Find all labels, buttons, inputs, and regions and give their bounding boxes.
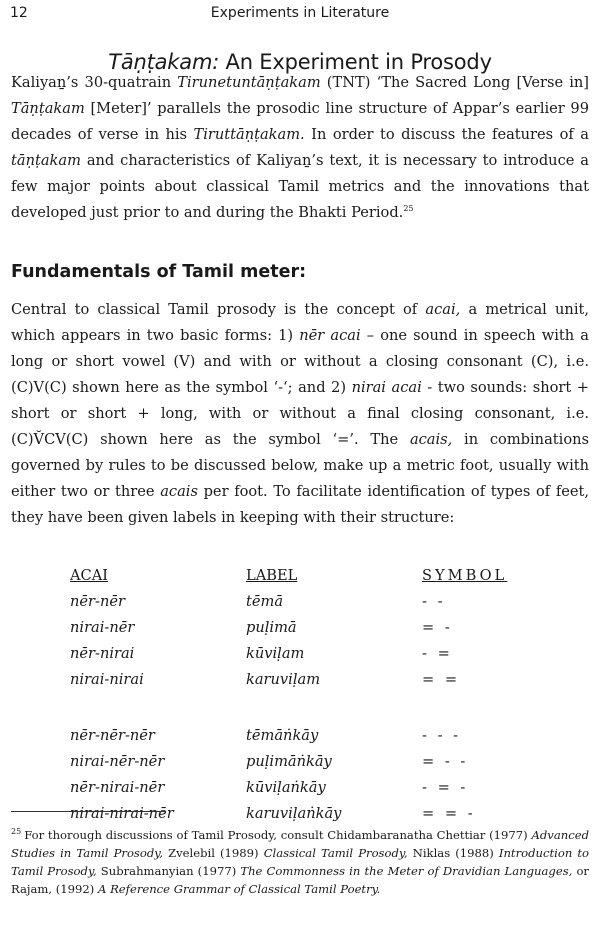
subheading: Fundamentals of Tamil meter:	[11, 262, 307, 282]
acai-cell: nirai-nirai	[70, 670, 144, 688]
acai-cell: nirai-nēr	[70, 618, 135, 636]
intro-paragraph	[11, 70, 589, 226]
section-title-italic: Tāṇṭakam:	[108, 50, 220, 75]
column-header-acai: ACAI	[70, 566, 109, 584]
spacer-cell	[70, 692, 507, 722]
text-run: – one sound in speech with a long or short vowel (V) and with or without a closing consonant (C), i.e. (C)V(C) shown here as the symbol ‘-‘; and 2)	[11, 327, 589, 396]
text-run: (TNT) ‘The Sacred Long [Verse in]	[320, 74, 589, 91]
label-cell: tēmā	[246, 592, 284, 610]
running-title: Experiments in Literature	[210, 5, 390, 21]
acai-cell: nēr-nirai	[70, 644, 135, 662]
table-row	[70, 774, 507, 800]
symbol-cell: - = -	[422, 778, 469, 796]
italic-run: A Reference Grammar of Classical Tamil Poetry.	[98, 882, 381, 896]
column-header-label: LABEL	[246, 566, 298, 584]
running-header	[10, 5, 590, 25]
italic-run: Classical Tamil Prosody,	[263, 846, 408, 860]
italic-run: tāṇṭakam	[11, 152, 81, 169]
text-run: - two sounds: short + short or short + long, with or without a final closing consonant, i.e. (C)V̆CV(C) shown here as the symbol ‘=’. The	[11, 379, 589, 448]
italic-run: nēr acai	[299, 327, 361, 344]
italic-run: Tirunetuntāṇṭakam	[177, 74, 321, 91]
italic-run: acais	[160, 483, 198, 500]
italic-run: acai,	[425, 301, 461, 318]
acai-cell: nēr-nēr-nēr	[70, 726, 155, 744]
italic-run: Tiruttāṇṭakam.	[193, 126, 305, 143]
symbol-cell: - - -	[422, 726, 462, 744]
text-run: a metrical unit, which appears in two basic forms: 1)	[11, 301, 589, 344]
italic-run: Introduction to Tamil Prosody,	[11, 846, 590, 878]
text-run: or Rajam, (1992)	[11, 864, 589, 896]
footnote-number: 25	[11, 827, 22, 836]
italic-run: nirai acai	[351, 379, 422, 396]
table-header-row	[70, 562, 507, 588]
symbol-cell: - =	[422, 644, 453, 662]
footnote	[11, 823, 589, 898]
text-run: Subrahmanyian (1977)	[96, 864, 241, 878]
symbol-cell: = =	[422, 670, 461, 688]
acai-cell: nēr-nēr	[70, 592, 125, 610]
acai-cell: nēr-nirai-nēr	[70, 778, 165, 796]
symbol-cell: = -	[422, 618, 453, 636]
acai-paragraph	[11, 297, 589, 531]
label-cell: karuviḷaṅkāy	[246, 804, 342, 822]
table-spacer-row	[70, 692, 507, 722]
italic-run: acais,	[409, 431, 453, 448]
table-row	[70, 666, 507, 692]
text-run: Niklas (1988)	[407, 846, 499, 860]
italic-run: Tāṇṭakam	[11, 100, 85, 117]
page-number: 12	[10, 5, 28, 21]
acai-cell: nirai-nirai-nēr	[70, 804, 174, 822]
table-row	[70, 748, 507, 774]
footnote-divider	[11, 811, 166, 812]
label-cell: puḷimā	[246, 618, 297, 636]
label-cell: puḷimāṅkāy	[246, 752, 332, 770]
text-run: per foot. To facilitate identification of types of feet, they have been given labels in keeping with their structure:	[11, 483, 589, 526]
italic-run: The Commonness in the Meter of Dravidian Languages,	[240, 864, 573, 878]
label-cell: kūviḷam	[246, 644, 305, 662]
table-row	[70, 614, 507, 640]
label-cell: kūviḷaṅkāy	[246, 778, 326, 796]
text-run: Central to classical Tamil prosody is the concept of	[11, 301, 426, 318]
symbol-cell: - -	[422, 592, 446, 610]
text-run: In order to discuss the features of a	[304, 126, 589, 143]
section-title-rest: An Experiment in Prosody	[219, 50, 492, 75]
footnote-reference: 25	[403, 204, 414, 214]
text-run: Zvelebil (1989)	[162, 846, 264, 860]
label-cell: tēmāṅkāy	[246, 726, 319, 744]
symbol-cell: = = -	[422, 804, 476, 822]
text-run: in combinations governed by rules to be discussed below, make up a metric foot, usually with either two or three	[11, 431, 589, 500]
label-cell: karuviḷam	[246, 670, 321, 688]
table-row	[70, 722, 507, 748]
column-header-symbol: SYMBOL	[422, 566, 508, 584]
text-run: For thorough discussions of Tamil Prosody, consult Chidambaranatha Chettiar (1977)	[24, 828, 532, 842]
text-run: [Meter]’ parallels the prosodic line structure of Appar’s earlier 99 decades of verse in his	[11, 100, 589, 143]
acai-cell: nirai-nēr-nēr	[70, 752, 165, 770]
symbol-cell: = - -	[422, 752, 469, 770]
table-row	[70, 640, 507, 666]
text-run: and characteristics of Kaliyaṉ’s text, it is necessary to introduce a few major points about classical Tamil metrics and the innovations that developed just prior to and during the Bhakti Period.	[11, 152, 589, 221]
text-run: Kaliyaṉ’s 30-quatrain	[11, 74, 178, 91]
table-row	[70, 588, 507, 614]
italic-run: Advanced Studies in Tamil Prosody,	[11, 828, 589, 860]
acai-table	[70, 562, 507, 826]
